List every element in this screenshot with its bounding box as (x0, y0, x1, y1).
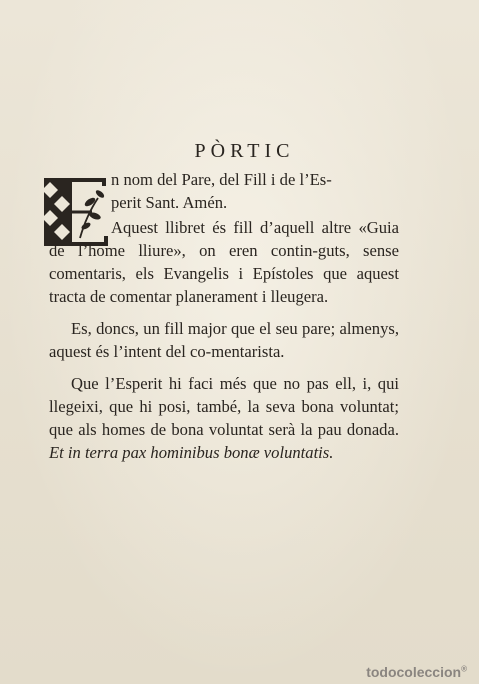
latin-quotation: Et in terra pax hominibus bonæ voluntatis. (49, 443, 334, 462)
paragraph-esperit-roman: Que l’Esperit hi faci més que no pas ell, i, qui llegeixi, que hi posi, també, la seva bona voluntat; que als homes de bona voluntat serà la pau donada. (49, 374, 399, 439)
paragraph-guia: Aquest llibret és fill d’aquell altre «Guia de l’home lliure», on eren contin-guts, sense comentaris, els Evangelis i Epístoles que aquest tracta de comentar planerament i lleugera. (49, 218, 399, 306)
paragraph-esperit (49, 372, 399, 464)
chapter-title: PÒRTIC (194, 140, 295, 162)
body-text (49, 168, 399, 464)
watermark: todocoleccion® (366, 664, 467, 680)
first-line: n nom del Pare, del Fill i de l’Es- (111, 170, 332, 189)
paragraph-fill-major: Es, doncs, un fill major que el seu pare; almenys, aquest és l’intent del co-mentarista. (49, 319, 399, 361)
second-line: perit Sant. Amén. (111, 193, 228, 212)
